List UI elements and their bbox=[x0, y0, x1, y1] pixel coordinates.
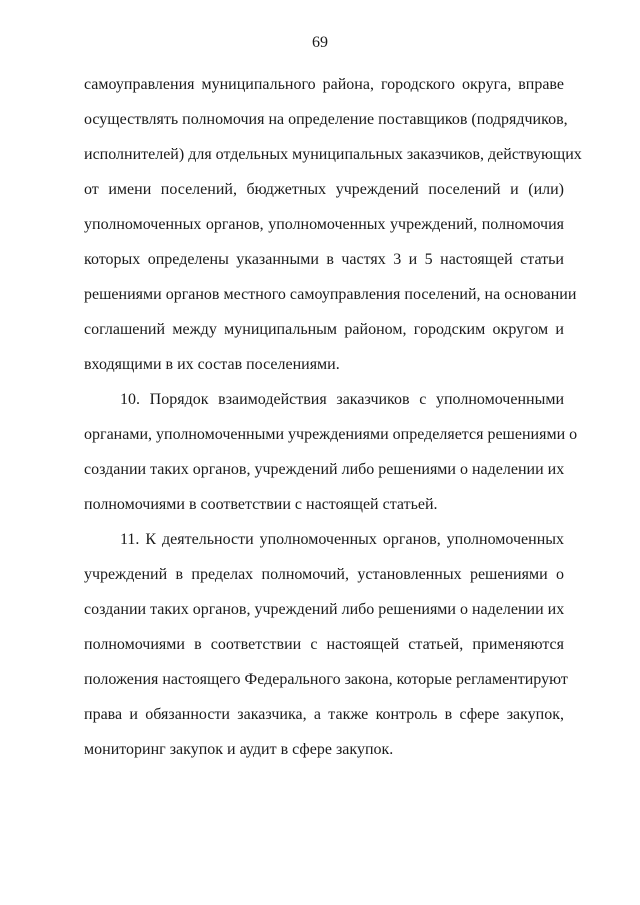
text-line: полномочиями в соответствии с настоящей статьей, применяются bbox=[84, 636, 564, 653]
text-line: мониторинг закупок и аудит в сфере закупок. bbox=[84, 741, 394, 758]
text-line: 11. К деятельности уполномоченных органов, уполномоченных bbox=[120, 531, 564, 548]
text-line: органами, уполномоченными учреждениями определяется решениями о bbox=[84, 426, 578, 443]
text-line: осуществлять полномочия на определение поставщиков (подрядчиков, bbox=[84, 111, 568, 128]
text-line: самоуправления муниципального района, городского округа, вправе bbox=[84, 76, 564, 93]
text-line: 10. Порядок взаимодействия заказчиков с уполномоченными bbox=[120, 391, 564, 408]
text-line: соглашений между муниципальным районом, городским округом и bbox=[84, 321, 564, 338]
text-line: учреждений в пределах полномочий, установленных решениями о bbox=[84, 566, 564, 583]
text-line: входящими в их состав поселениями. bbox=[84, 356, 340, 373]
text-line: от имени поселений, бюджетных учреждений поселений и (или) bbox=[84, 181, 564, 198]
text-line: решениями органов местного самоуправления поселений, на основании bbox=[84, 286, 577, 303]
text-line: уполномоченных органов, уполномоченных учреждений, полномочия bbox=[84, 216, 564, 233]
text-line: полномочиями в соответствии с настоящей статьей. bbox=[84, 496, 438, 513]
page-number: 69 bbox=[312, 34, 328, 51]
text-line: создании таких органов, учреждений либо решениями о наделении их bbox=[84, 601, 565, 618]
text-line: которых определены указанными в частях 3 и 5 настоящей статьи bbox=[84, 251, 564, 268]
text-line: исполнителей) для отдельных муниципальных заказчиков, действующих bbox=[84, 146, 582, 163]
text-line: создании таких органов, учреждений либо решениями о наделении их bbox=[84, 461, 565, 478]
text-line: права и обязанности заказчика, а также контроль в сфере закупок, bbox=[84, 706, 564, 723]
text-line: положения настоящего Федерального закона, которые регламентируют bbox=[84, 671, 568, 688]
